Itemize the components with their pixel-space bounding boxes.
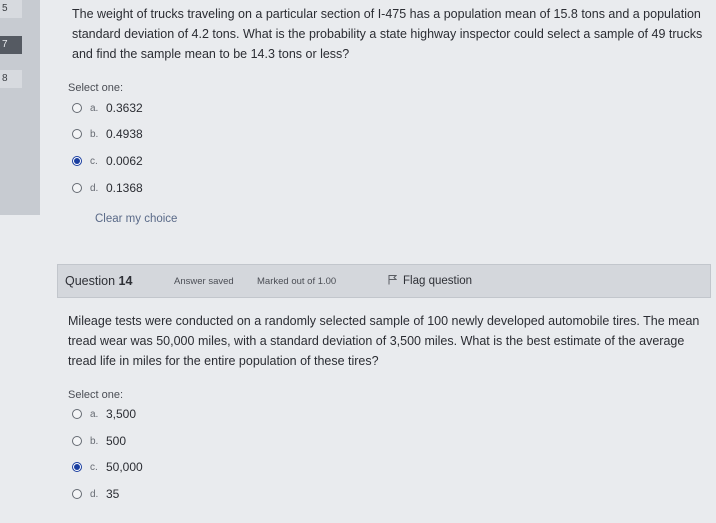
question-14-text: Mileage tests were conducted on a randomly selected sample of 100 newly developed automobile tires. The mean tread wear was 50,000 miles, with a standard deviation of 3,500 miles. What is the best estimate of the average tread life in miles for the entire population of these tires? [68,314,700,368]
question-number: 14 [118,274,133,288]
option-value: 0.4938 [106,127,143,141]
option-letter: d. [90,182,99,194]
radio-unchecked-icon[interactable] [72,409,82,419]
question-14-header [57,264,711,298]
option-value: 0.3632 [106,101,143,115]
radio-unchecked-icon[interactable] [72,129,82,139]
answer-status: Answer saved [174,276,234,287]
nav-question-7[interactable]: 7 [0,36,22,54]
option-value: 3,500 [106,407,137,421]
option-value: 0.1368 [106,181,143,195]
option-letter: a. [90,102,99,114]
option-value: 0.0062 [106,154,143,168]
radio-unchecked-icon[interactable] [72,183,82,193]
radio-checked-icon[interactable] [72,462,82,472]
radio-unchecked-icon[interactable] [72,103,82,113]
option-letter: c. [90,461,98,473]
nav-question-5[interactable]: 5 [0,0,22,18]
q13-option-d[interactable] [72,179,143,197]
option-value: 50,000 [106,460,143,474]
q13-option-a[interactable] [72,99,143,117]
radio-unchecked-icon[interactable] [72,436,82,446]
option-letter: b. [90,435,99,447]
q14-select-label: Select one: [68,389,124,401]
q13-option-c[interactable] [72,152,143,170]
nav-question-8[interactable]: 8 [0,70,22,88]
q14-option-d[interactable] [72,485,119,503]
question-title-prefix: Question [65,274,116,288]
option-letter: b. [90,128,99,140]
q14-option-b[interactable] [72,432,126,450]
option-letter: d. [90,488,99,500]
option-value: 500 [106,434,127,448]
radio-checked-icon[interactable] [72,156,82,166]
q13-select-label: Select one: [68,82,124,94]
radio-unchecked-icon[interactable] [72,489,82,499]
option-value: 35 [106,487,120,501]
flag-question-button[interactable] [388,274,472,288]
question-title [65,274,132,288]
option-letter: a. [90,408,99,420]
question-nav-sidebar [0,0,40,215]
option-letter: c. [90,155,98,167]
question-13-text: The weight of trucks traveling on a particular section of I-475 has a population mean of 15.8 tons and a population standard deviation of 4.2 tons. What is the probability a state highway inspector could select a sample of 49 trucks and find the sample mean to be 14.3 tons or less? [72,7,703,61]
question-marks: Marked out of 1.00 [257,276,337,287]
flag-icon [388,274,397,288]
q13-option-b[interactable] [72,125,143,143]
flag-question-label: Flag question [403,275,473,287]
q14-option-a[interactable] [72,405,136,423]
clear-choice-link[interactable]: Clear my choice [95,213,178,225]
q14-option-c[interactable] [72,458,143,476]
